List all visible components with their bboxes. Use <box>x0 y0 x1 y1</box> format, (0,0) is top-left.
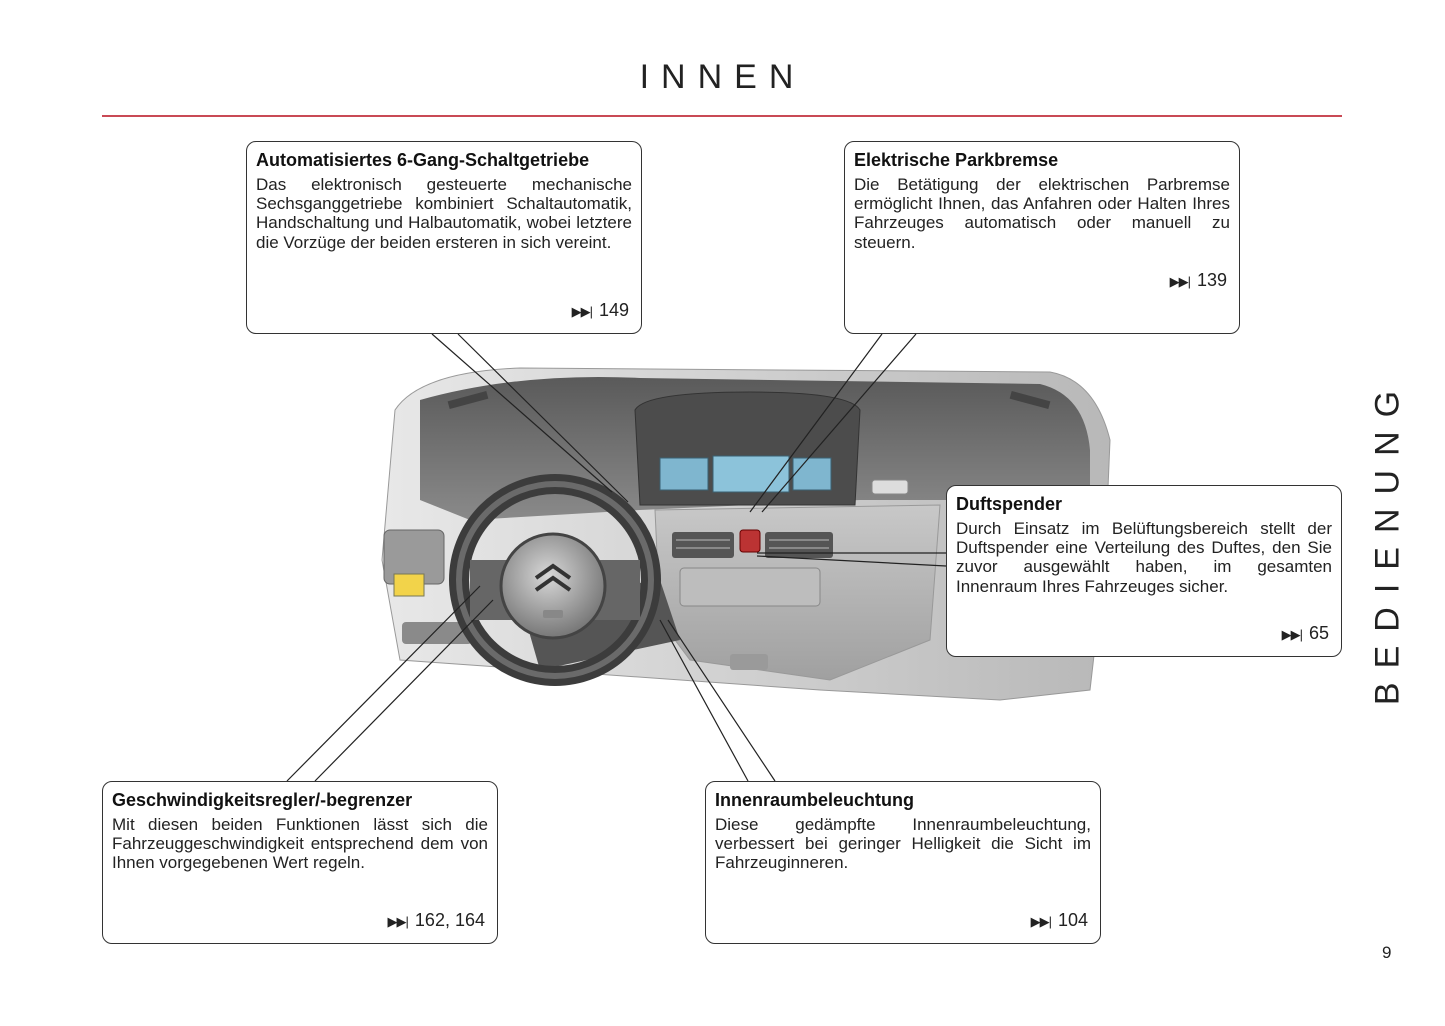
callout-cruise-control-title: Geschwindigkeitsregler/-begrenzer <box>112 790 413 810</box>
next-page-icon: ▶▶| <box>1169 274 1190 289</box>
callout-interior-light-title: Innenraumbeleuchtung <box>715 790 915 810</box>
callout-fragrance-title: Duftspender <box>956 494 1063 514</box>
callout-cruise-control-ref[interactable]: ▶▶| 162, 164 <box>387 910 485 930</box>
callout-interior-light <box>705 781 1101 944</box>
next-page-icon: ▶▶| <box>1030 914 1051 929</box>
section-side-tab-label: BEDIENUNG <box>1368 376 1407 706</box>
callout-parking-brake-title: Elektrische Parkbremse <box>854 150 1059 170</box>
next-page-icon: ▶▶| <box>571 304 592 319</box>
callout-gearbox-text: Das elektronisch gesteuerte mechanische Sechsganggetriebe kombiniert Schaltautomatik, Handschaltung und Halbautomatik, wobei letztere die Vorzüge der beiden ersteren in sich vereint. <box>256 175 632 252</box>
page-number: 9 <box>1382 943 1392 962</box>
callout-cruise-control <box>102 781 498 944</box>
callout-gearbox-ref[interactable]: ▶▶| 149 <box>571 300 629 320</box>
callout-gearbox-title: Automatisiertes 6-Gang-Schaltgetriebe <box>256 150 590 170</box>
page-title: INNEN <box>639 58 806 96</box>
callout-gearbox <box>246 141 642 334</box>
callout-cruise-control-text: Mit diesen beiden Funktionen lässt sich die Fahrzeuggeschwindigkeit entsprechend dem von Ihnen vorgegebenen Wert regeln. <box>112 815 488 873</box>
callout-interior-light-ref[interactable]: ▶▶| 104 <box>1030 910 1088 930</box>
next-page-icon: ▶▶| <box>387 914 408 929</box>
callout-parking-brake-ref[interactable]: ▶▶| 139 <box>1169 270 1227 290</box>
section-side-tab <box>1364 376 1412 706</box>
callout-fragrance-ref[interactable]: ▶▶| 65 <box>1281 623 1329 643</box>
next-page-icon: ▶▶| <box>1281 627 1302 642</box>
callout-interior-light-text: Diese gedämpfte Innenraumbeleuchtung, verbessert bei geringer Helligkeit die Sicht im Fahrzeuginneren. <box>715 815 1091 873</box>
callout-parking-brake <box>844 141 1240 334</box>
callout-fragrance <box>946 485 1342 657</box>
callout-parking-brake-text: Die Betätigung der elektrischen Parbremse ermöglicht Ihnen, das Anfahren oder Halten Ihres Fahrzeuges automatisch oder manuell zu steuern. <box>854 175 1230 252</box>
callout-fragrance-text: Durch Einsatz im Belüftungsbereich stellt der Duftspender eine Verteilung des Duftes, den Sie zuvor ausgewählt haben, im gesamten Innenraum Ihres Fahrzeuges sicher. <box>956 519 1332 596</box>
